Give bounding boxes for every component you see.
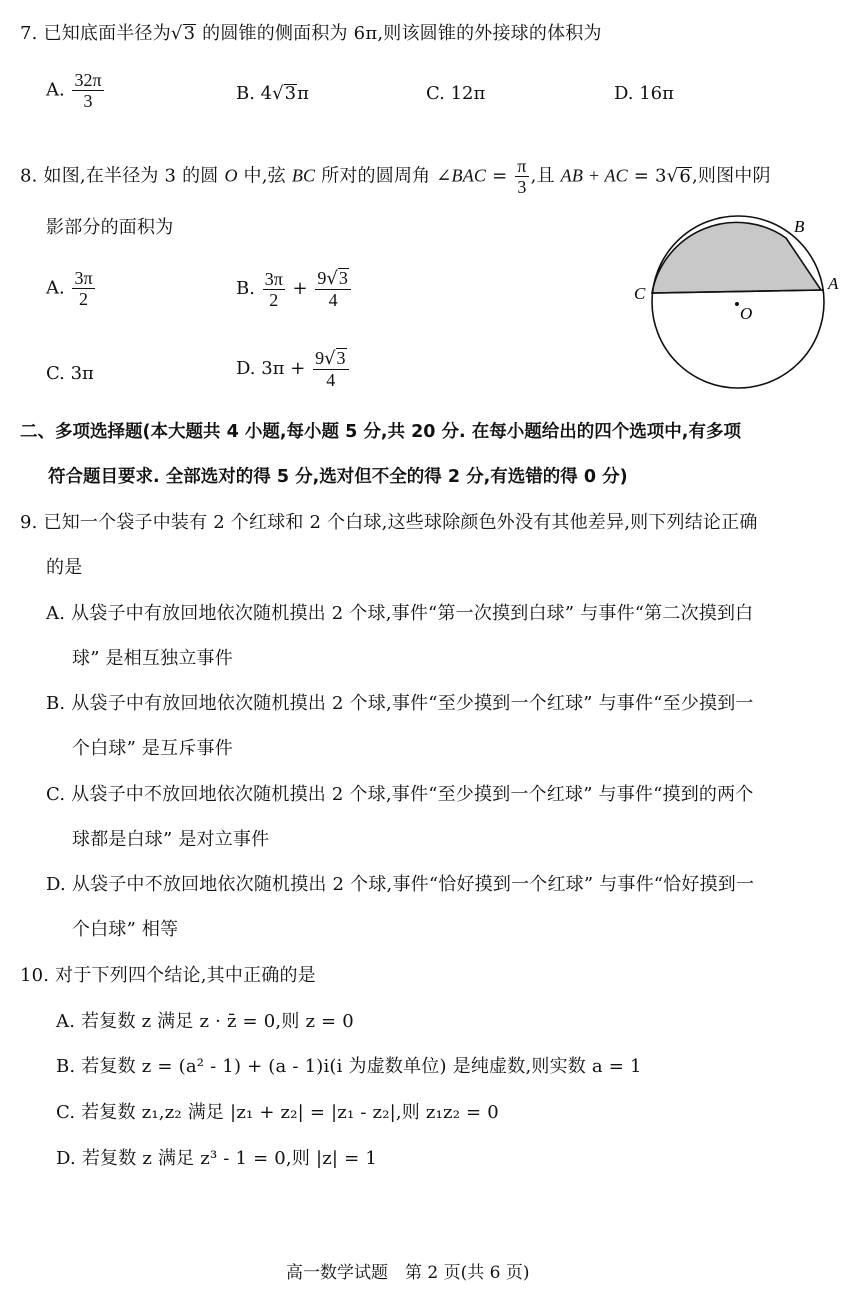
q10-option-a: A. 若复数 z 满足 z · z̄ = 0,则 z = 0: [56, 1011, 354, 1032]
q7-stem: 7. 已知底面半径为√3 的圆锥的侧面积为 6π,则该圆锥的外接球的体积为: [20, 23, 602, 44]
q9-stem-line1: 9. 已知一个袋子中装有 2 个红球和 2 个白球,这些球除颜色外没有其他差异,则下列结论正确: [20, 512, 758, 533]
label-a: A: [828, 274, 839, 293]
q9-option-c-line2: 球都是白球” 是对立事件: [72, 829, 270, 850]
q7-a-fraction: $\frac{32\pi}{3}$: [74, 70, 102, 111]
q9-option-b-line1: B. 从袋子中有放回地依次随机摸出 2 个球,事件“至少摸到一个红球” 与事件“至少摸到一: [46, 693, 754, 714]
q9-stem-line2: 的是: [46, 557, 83, 578]
section-2-heading-line2: 符合题目要求. 全部选对的得 5 分,选对但不全的得 2 分,有选错的得 0 分): [48, 467, 628, 487]
q9-option-b-line2: 个白球” 是互斥事件: [72, 738, 233, 759]
q8-stem-line2: 影部分的面积为: [46, 217, 174, 238]
q8-circle-figure: [628, 206, 848, 396]
q9-option-a-line2: 球” 是相互独立事件: [72, 648, 233, 669]
q9-option-c-line1: C. 从袋子中不放回地依次随机摸出 2 个球,事件“至少摸到一个红球” 与事件“摸到的两个: [46, 784, 754, 805]
q10-option-b: B. 若复数 z = (a² - 1) + (a - 1)i(i 为虚数单位) 是纯虚数,则实数 a = 1: [56, 1056, 642, 1077]
label-o: O: [740, 304, 753, 323]
q8-option-c: C. 3π: [46, 363, 94, 384]
q9-option-a-line1: A. 从袋子中有放回地依次随机摸出 2 个球,事件“第一次摸到白球” 与事件“第二次摸到白: [46, 603, 754, 624]
center-point: [735, 302, 739, 306]
q8-option-d: D. 3π + $\frac{9√3}{4}$: [236, 348, 351, 390]
section-2-heading-line1: 二、多项选择题(本大题共 4 小题,每小题 5 分,共 20 分. 在每小题给出的四个选项中,有多项: [20, 422, 741, 442]
q7-stem-b: 的圆锥的侧面积为 6π,则该圆锥的外接球的体积为: [196, 23, 602, 44]
q7-radicand: 3: [183, 23, 196, 44]
q7-option-c: C. 12π: [426, 83, 486, 104]
q7-option-d: D. 16π: [614, 83, 674, 104]
q8-stem: 8. 如图,在半径为 3 的圆 O 中,弦 BC 所对的圆周角 ∠BAC = $\frac{\pi}{3}$ ,且 AB + AC = 3√6,则图中阴: [20, 156, 771, 197]
q10-option-d: D. 若复数 z 满足 z³ - 1 = 0,则 |z| = 1: [56, 1148, 377, 1169]
label-b: B: [794, 217, 805, 236]
q7-option-b: B. 4√3π: [236, 83, 309, 104]
q7-stem-a: 7. 已知底面半径为: [20, 23, 171, 44]
q8-pi-over-3: $\frac{\pi}{3}$: [517, 156, 527, 197]
q9-option-d-line1: D. 从袋子中不放回地依次随机摸出 2 个球,事件“恰好摸到一个红球” 与事件“恰好摸到一: [46, 874, 755, 895]
q10-stem: 10. 对于下列四个结论,其中正确的是: [20, 965, 316, 986]
q7-option-a: A. $\frac{32\pi}{3}$: [46, 70, 102, 111]
q8-option-a: A. $\frac{3\pi}{2}$: [46, 268, 93, 309]
label-c: C: [634, 284, 646, 303]
q10-option-c: C. 若复数 z₁,z₂ 满足 |z₁ + z₂| = |z₁ - z₂|,则 z₁z₂ = 0: [56, 1102, 499, 1123]
page-footer: 高一数学试题 第 2 页(共 6 页): [286, 1263, 530, 1283]
q9-option-d-line2: 个白球” 相等: [72, 919, 179, 940]
q8-option-b: B. $\frac{3\pi}{2}$ + $\frac{9√3}{4}$: [236, 268, 353, 310]
